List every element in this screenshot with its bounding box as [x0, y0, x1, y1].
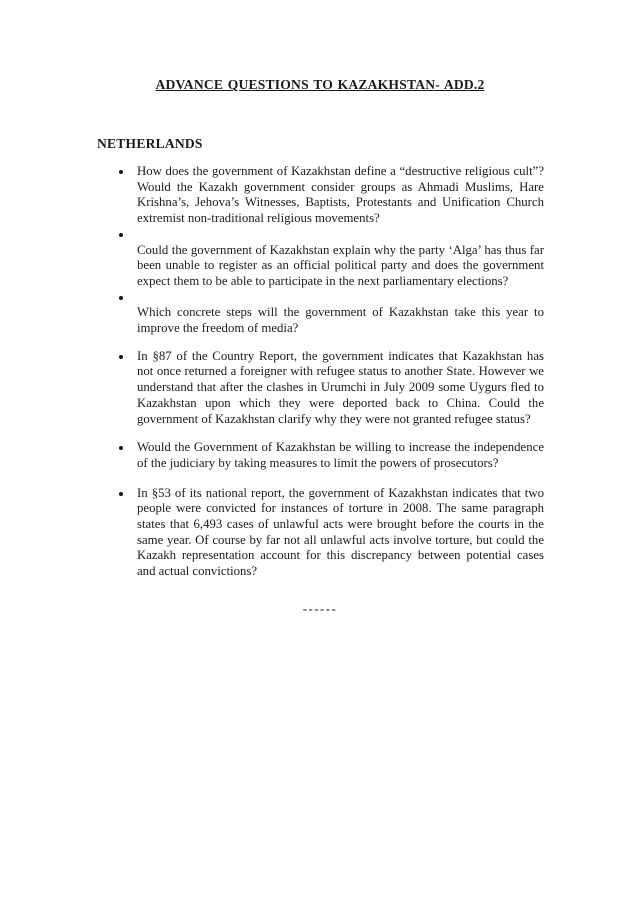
question-text: Would the Government of Kazakhstan be willing to increase the independence of the judiciary by taking measures to limit the powers of prosecutors? — [137, 440, 544, 470]
question-text: In §87 of the Country Report, the government indicates that Kazakhstan has not once returned a foreigner with refugee status to another State. However we understand that after the clashes in Urumchi in July 2009 some Uygurs fled to Kazakhstan upon which they were deported back to China. Could the government of Kazakhstan clarify why they were not granted refugee status? — [137, 348, 544, 426]
bullet-icon — [119, 446, 123, 450]
list-item — [137, 486, 544, 580]
list-item — [137, 440, 544, 471]
list-item — [137, 227, 544, 290]
bullet-icon — [119, 492, 123, 496]
bullet-icon — [119, 233, 123, 237]
question-text: In §53 of its national report, the government of Kazakhstan indicates that two people were convicted for instances of torture in 2008. The same paragraph states that 6,493 cases of unlawful acts were brought before the courts in the same year. Of course by far not all unlawful acts involve torture, but could the Kazakh representation account for this discrepancy between potential cases and actual convictions? — [137, 485, 544, 579]
list-item — [137, 290, 544, 337]
question-text: Could the government of Kazakhstan explain why the party ‘Alga’ has thus far been unable to register as an official political party and does the government expect them to be able to participate in the next parliamentary elections? — [137, 242, 544, 288]
question-text: Which concrete steps will the government of Kazakhstan take this year to improve the freedom of media? — [137, 305, 544, 335]
bullet-icon — [119, 355, 123, 359]
section-heading-netherlands: NETHERLANDS — [97, 136, 203, 151]
list-item — [137, 349, 544, 428]
question-text: How does the government of Kazakhstan define a “destructive religious cult”? Would the Kazakh government consider groups as Ahmadi Muslims, Hare Krishna’s, Jehova’s Witnesses, Baptists, Protestants and Unification Church extremist non-traditional religious movements? — [137, 164, 544, 226]
bullet-icon — [119, 170, 123, 174]
bullet-icon — [119, 296, 123, 300]
end-divider: ------ — [302, 601, 338, 616]
question-list — [137, 164, 544, 580]
page-title: ADVANCE QUESTIONS TO KAZAKHSTAN- ADD.2 — [155, 77, 485, 92]
list-item — [137, 164, 544, 227]
